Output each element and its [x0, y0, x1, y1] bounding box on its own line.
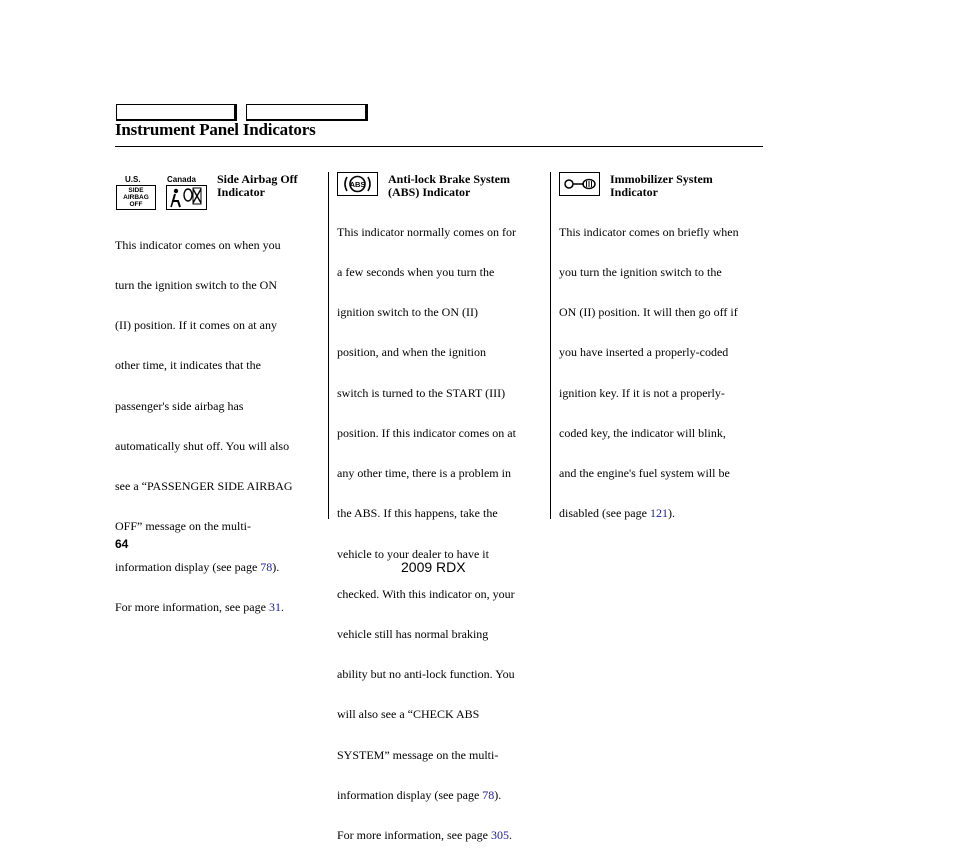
nav-tab-contents[interactable]: [246, 104, 368, 121]
text-line: automatically shut off. You will also: [115, 438, 290, 453]
immobilizer-key-icon: [559, 172, 600, 196]
text-line: you turn the ignition switch to the: [559, 265, 722, 280]
page-link-121[interactable]: 121: [649, 506, 668, 521]
text-line: SYSTEM” message on the multi-: [337, 747, 499, 762]
text-line: [337, 829, 516, 842]
airbag-off-symbol-icon: [166, 185, 207, 210]
text-line: [115, 561, 293, 574]
side-airbag-heading: [217, 173, 298, 199]
text-line: ON (II) position. It will then go off if: [559, 305, 738, 320]
page-link-78[interactable]: 78: [260, 559, 273, 574]
text-line: will also see a “CHECK ABS: [337, 707, 480, 722]
text-line: vehicle to your dealer to have it: [337, 546, 489, 561]
text-line: position. If this indicator comes on at: [337, 425, 516, 440]
text-line: ignition switch to the ON (II): [337, 305, 478, 320]
text-fragment: disabled (see page: [559, 506, 650, 521]
text-fragment: ).: [272, 559, 280, 574]
heading-line: Immobilizer System: [610, 172, 713, 186]
text-fragment: .: [280, 599, 284, 614]
page-title: Instrument Panel Indicators: [115, 120, 316, 139]
us-label: U.S.: [125, 175, 141, 184]
text-fragment: information display (see page: [337, 787, 483, 802]
title-rule: [115, 146, 763, 147]
heading-line: (ABS) Indicator: [388, 185, 471, 199]
page-number: 64: [115, 537, 129, 551]
text-line: position, and when the ignition: [337, 345, 486, 360]
text-line: the ABS. If this happens, take the: [337, 506, 498, 521]
side-airbag-off-icon: [116, 185, 156, 210]
text-line: see a “PASSENGER SIDE AIRBAG: [115, 479, 293, 494]
text-fragment: information display (see page: [115, 559, 261, 574]
nav-tab-previous[interactable]: [116, 104, 237, 121]
text-line: vehicle still has normal braking: [337, 627, 489, 641]
text-line: ability but no anti-lock function. You: [337, 667, 515, 682]
abs-heading: [388, 173, 510, 199]
heading-line: Indicator: [610, 185, 658, 199]
column-divider: [550, 172, 551, 519]
heading-line: Side Airbag Off: [217, 172, 298, 186]
text-line: you have inserted a properly-coded: [559, 345, 729, 360]
icon-text-line: SIDE: [128, 187, 144, 194]
heading-line: Indicator: [217, 185, 265, 199]
icon-text-line: OFF: [129, 201, 143, 208]
text-line: turn the ignition switch to the ON: [115, 278, 277, 293]
text-fragment: .: [508, 828, 512, 843]
icon-text-line: AIRBAG: [123, 194, 149, 201]
immobilizer-heading: [610, 173, 713, 199]
column-divider: [328, 172, 329, 519]
page-link-31[interactable]: 31: [268, 599, 281, 614]
text-line: any other time, there is a problem in: [337, 466, 511, 481]
text-line: ignition key. If it is not a properly-: [559, 385, 725, 400]
abs-icon: [337, 172, 378, 196]
text-line: and the engine's fuel system will be: [559, 466, 730, 481]
abs-body: [337, 199, 516, 856]
heading-line: Anti-lock Brake System: [388, 172, 510, 186]
text-line: OFF” message on the multi-: [115, 519, 251, 534]
immobilizer-body: [559, 199, 739, 534]
text-fragment: For more information, see page: [115, 599, 269, 614]
text-fragment: For more information, see page: [337, 828, 491, 843]
side-airbag-body: [115, 212, 293, 628]
text-line: This indicator comes on briefly when: [559, 224, 739, 239]
text-line: a few seconds when you turn the: [337, 265, 495, 280]
text-line: (II) position. If it comes on at any: [115, 318, 277, 333]
text-fragment: ).: [494, 787, 502, 802]
text-line: [337, 789, 516, 802]
text-line: [559, 507, 739, 520]
text-line: switch is turned to the START (III): [337, 385, 506, 400]
text-line: This indicator comes on when you: [115, 237, 281, 252]
text-line: coded key, the indicator will blink,: [559, 425, 726, 440]
text-line: other time, it indicates that the: [115, 358, 261, 373]
text-line: [115, 601, 293, 614]
model-footer: 2009 RDX: [401, 559, 466, 575]
text-fragment: ).: [667, 506, 675, 521]
text-line: This indicator normally comes on for: [337, 224, 516, 239]
text-line: checked. With this indicator on, your: [337, 586, 515, 601]
page-link-78[interactable]: 78: [482, 787, 495, 802]
canada-label: Canada: [167, 175, 196, 184]
page-link-305[interactable]: 305: [490, 828, 509, 843]
text-line: passenger's side airbag has: [115, 398, 244, 413]
abs-icon-text: ABS: [349, 180, 366, 189]
